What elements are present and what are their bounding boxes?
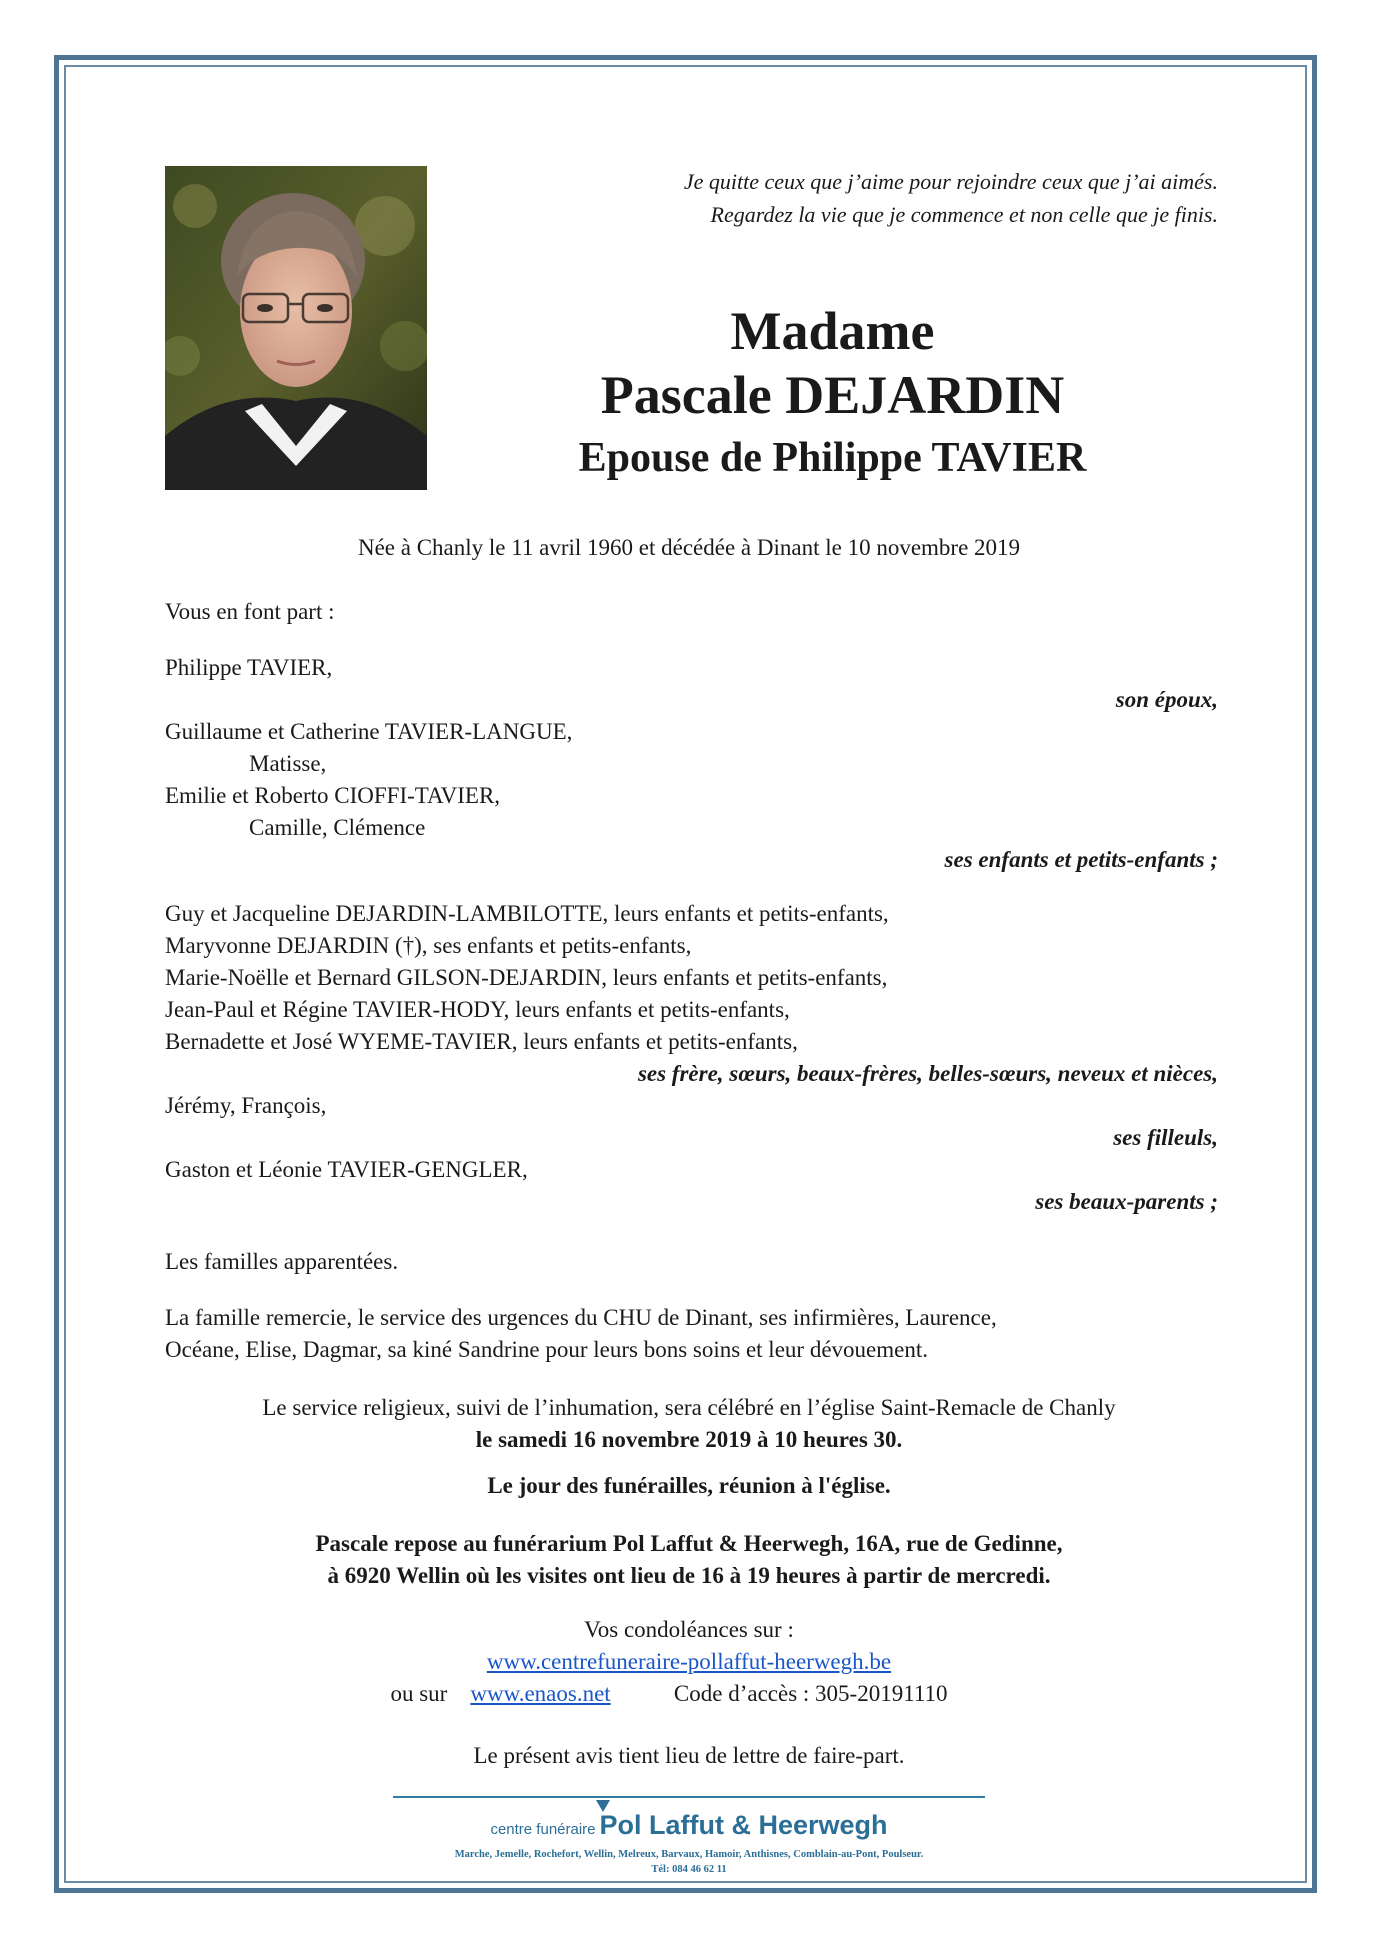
family-name: Camille, Clémence [249,815,426,840]
condolences-label: Vos condoléances sur : [584,1617,794,1642]
spouse-line: Epouse de Philippe TAVIER [578,435,1087,481]
notice-block [0,1740,1378,1772]
relation-label: ses enfants et petits-enfants ; [944,847,1218,872]
condolences-link[interactable]: www.centrefuneraire-pollaffut-heerwegh.be [486,1649,892,1674]
service-line: Le service religieux, suivi de l’inhumation, sera célébré en l’église Saint-Remacle de Chanly [262,1395,1116,1420]
thanks-line: La famille remercie, le service des urgences du CHU de Dinant, ses infirmières, Laurence, [165,1305,997,1330]
relation-label: son époux, [1115,687,1218,712]
portrait-photo [165,166,427,490]
family-name: Gaston et Léonie TAVIER-GENGLER, [165,1157,528,1182]
funeral-home-logo [400,1800,978,1880]
family-name: Jean-Paul et Régine TAVIER-HODY, leurs enfants et petits-enfants, [165,997,790,1022]
meeting-line: Le jour des funérailles, réunion à l'église. [487,1473,891,1498]
meeting-info [0,1470,1378,1502]
family-name: Bernadette et José WYEME-TAVIER, leurs enfants et petits-enfants, [165,1029,798,1054]
relation-label: ses filleuls, [1113,1125,1218,1150]
family-name: Guillaume et Catherine TAVIER-LANGUE, [165,719,573,744]
logo-towns: Marche, Jemelle, Rochefort, Wellin, Melreux, Barvaux, Hamoir, Anthisnes, Comblain-au-Pont, Poulseur. [454,1849,924,1860]
family-list [165,652,1218,876]
family-name: Guy et Jacqueline DEJARDIN-LAMBILOTTE, leurs enfants et petits-enfants, [165,901,889,926]
thanks-line: Océane, Elise, Dagmar, sa kiné Sandrine pour leurs bons soins et leur dévouement. [165,1337,928,1362]
quote-line: Regardez la vie que je commence et non celle que je finis. [710,202,1218,227]
relation-label: ses beaux-parents ; [1035,1189,1218,1214]
family-name: Philippe TAVIER, [165,655,333,680]
footer-divider [393,1796,985,1798]
resting-line: à 6920 Wellin où les visites ont lieu de 16 à 19 heures à partir de mercredi. [327,1563,1051,1588]
relation-label: ses frère, sœurs, beaux-frères, belles-sœurs, neveux et nièces, [637,1061,1218,1086]
service-info [0,1392,1378,1456]
thanks-paragraph [165,1302,1218,1366]
family-name: Maryvonne DEJARDIN (†), ses enfants et petits-enfants, [165,933,692,958]
family-name: Jérémy, François, [165,1093,327,1118]
family-name: Marie-Noëlle et Bernard GILSON-DEJARDIN, leurs enfants et petits-enfants, [165,965,888,990]
condolences-block [0,1614,1378,1710]
logo-phone: Tél: 084 46 62 11 [651,1864,727,1875]
or-label: ou sur [390,1681,448,1706]
announcement-body [165,596,1218,628]
family-name: Emilie et Roberto CIOFFI-TAVIER, [165,783,501,808]
resting-info [0,1528,1378,1592]
family-list-extended [165,898,1218,1218]
epitaph-quote [684,165,1218,231]
service-date: le samedi 16 novembre 2019 à 10 heures 30. [475,1427,903,1452]
deceased-heading [485,300,1180,488]
related-families [165,1246,1218,1278]
family-name: Matisse, [249,751,327,776]
access-code: Code d’accès : 305-20191110 [673,1681,948,1706]
resting-line: Pascale repose au funérarium Pol Laffut & Heerwegh, 16A, rue de Gedinne, [315,1531,1063,1556]
quote-line: Je quitte ceux que j’aime pour rejoindre ceux que j’ai aimés. [683,169,1218,194]
logo-small-text: centre funéraire [490,1821,596,1838]
birth-death-line: Née à Chanly le 11 avril 1960 et décédée à Dinant le 10 novembre 2019 [357,535,1021,560]
intro-text: Vous en font part : [165,599,335,624]
notice-text: Le présent avis tient lieu de lettre de faire-part. [473,1743,905,1768]
enaos-link[interactable]: www.enaos.net [470,1681,611,1706]
title-honorific: Madame [730,301,935,361]
logo-brand-text: Pol Laffut & Heerwegh [599,1810,888,1840]
deceased-name: Pascale DEJARDIN [600,365,1065,425]
related-text: Les familles apparentées. [165,1249,399,1274]
